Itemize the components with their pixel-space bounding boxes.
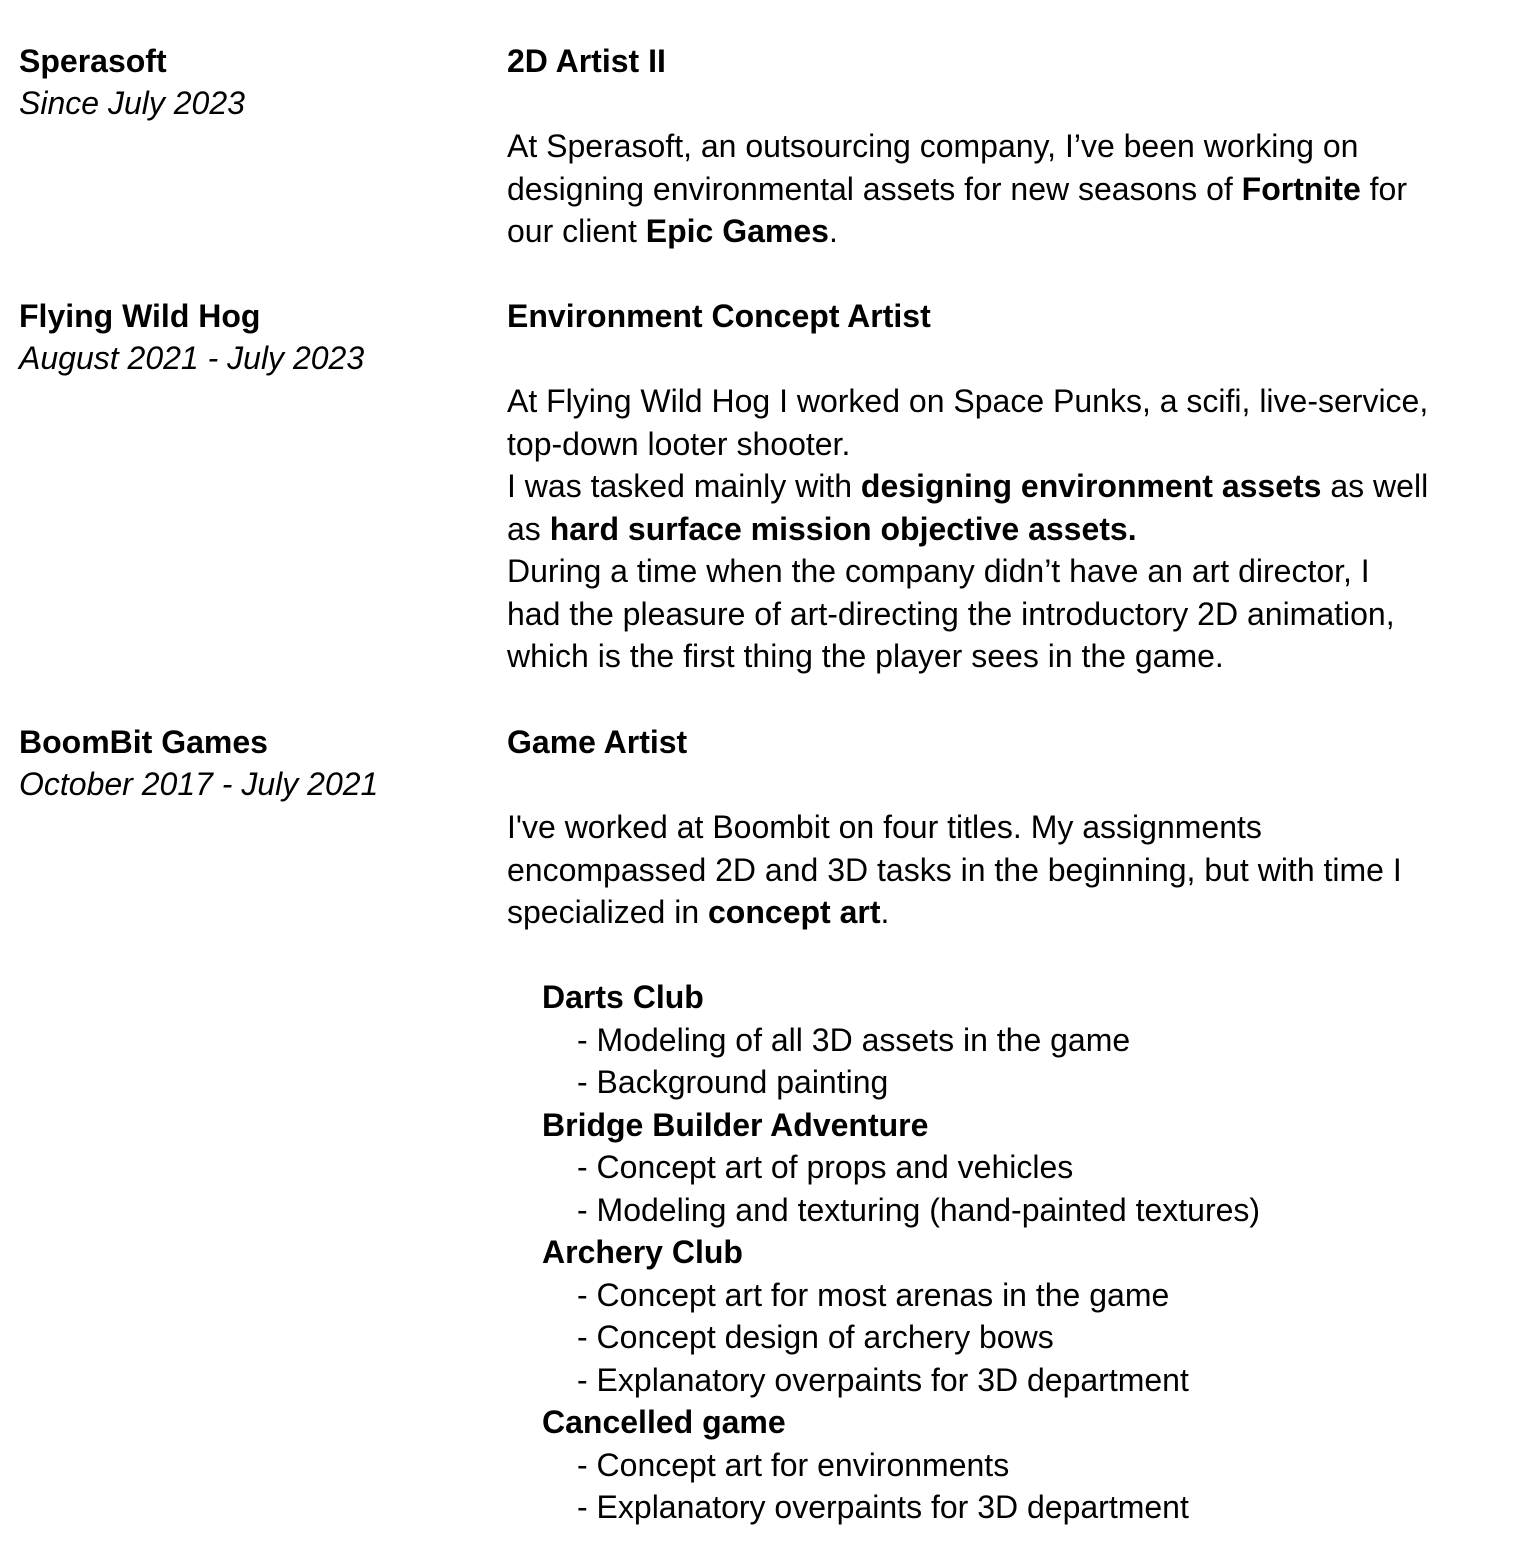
job-description [507, 806, 1517, 934]
company-name: BoomBit Games [19, 724, 268, 760]
description-text: During a time when the company didn’t have an art director, I [507, 553, 1370, 589]
project-task: - Explanatory overpaints for 3D department [577, 1361, 1189, 1398]
description-text: . [880, 894, 890, 930]
employment-dates: August 2021 - July 2023 [19, 340, 365, 376]
job-description [507, 380, 1517, 678]
description-text: At Flying Wild Hog I worked on Space Punks, a scifi, live-service, [507, 383, 1429, 419]
description-text: which is the first thing the player sees in the game. [507, 638, 1224, 674]
project-title: Archery Club [542, 1234, 743, 1270]
project-task: - Concept art of props and vehicles [577, 1149, 1074, 1185]
description-text: for [1360, 170, 1407, 207]
emphasis-text: hard surface mission objective assets. [549, 510, 1137, 547]
description-line [507, 508, 1517, 551]
emphasis-text: Epic Games [645, 213, 829, 249]
project-task: - Concept art for most arenas in the game [577, 1276, 1170, 1313]
company-name: Flying Wild Hog [19, 298, 261, 334]
description-text: had the pleasure of art-directing the introductory 2D animation, [507, 595, 1395, 632]
project-task: - Modeling and texturing (hand-painted textures) [577, 1191, 1261, 1228]
description-line [507, 210, 1517, 253]
company-name: Sperasoft [19, 43, 167, 79]
project-list [542, 976, 1260, 1529]
description-text: our client [507, 213, 646, 249]
project-title: Darts Club [542, 979, 704, 1015]
description-text: I've worked at Boombit on four titles. My assignments [507, 809, 1262, 845]
emphasis-text: Fortnite [1241, 170, 1361, 207]
project-task: - Concept design of archery bows [577, 1319, 1054, 1355]
description-line [507, 550, 1517, 593]
project-title: Cancelled game [542, 1404, 786, 1440]
description-line [507, 593, 1517, 636]
description-line [507, 168, 1517, 211]
job-description [507, 125, 1517, 253]
project-task: - Modeling of all 3D assets in the game [577, 1021, 1131, 1058]
project-task: - Concept art for environments [577, 1446, 1010, 1483]
description-line [507, 806, 1517, 849]
employment-dates: Since July 2023 [19, 85, 245, 121]
project-bridge-builder-adventure [542, 1104, 1260, 1232]
employment-dates: October 2017 - July 2021 [19, 766, 379, 802]
description-text: top-down looter shooter. [507, 425, 851, 462]
description-line [507, 423, 1517, 466]
project-archery-club [542, 1231, 1260, 1401]
job-title: Environment Concept Artist [507, 298, 931, 334]
description-line [507, 465, 1517, 508]
emphasis-text: concept art [708, 894, 881, 930]
project-task: - Background painting [577, 1064, 889, 1100]
project-darts-club [542, 976, 1260, 1104]
description-line [507, 891, 1517, 934]
description-line [507, 125, 1517, 168]
description-text: . [828, 213, 838, 249]
description-line [507, 380, 1517, 423]
description-line [507, 635, 1517, 678]
description-text: specialized in [507, 894, 708, 930]
description-text: as [507, 510, 550, 547]
description-text: encompassed 2D and 3D tasks in the beginning, but with time I [507, 851, 1402, 888]
description-text: as well [1321, 468, 1429, 504]
project-title: Bridge Builder Adventure [542, 1106, 929, 1143]
description-text: I was tasked mainly with [507, 468, 861, 504]
description-text: At Sperasoft, an outsourcing company, I’ve been working on [507, 128, 1359, 164]
description-text: designing environmental assets for new seasons of [507, 170, 1242, 207]
project-task: - Explanatory overpaints for 3D department [577, 1489, 1189, 1525]
emphasis-text: designing environment assets [860, 468, 1322, 504]
job-title: 2D Artist II [507, 43, 666, 79]
job-title: Game Artist [507, 724, 688, 760]
project-cancelled-game [542, 1401, 1260, 1529]
description-line [507, 849, 1517, 892]
